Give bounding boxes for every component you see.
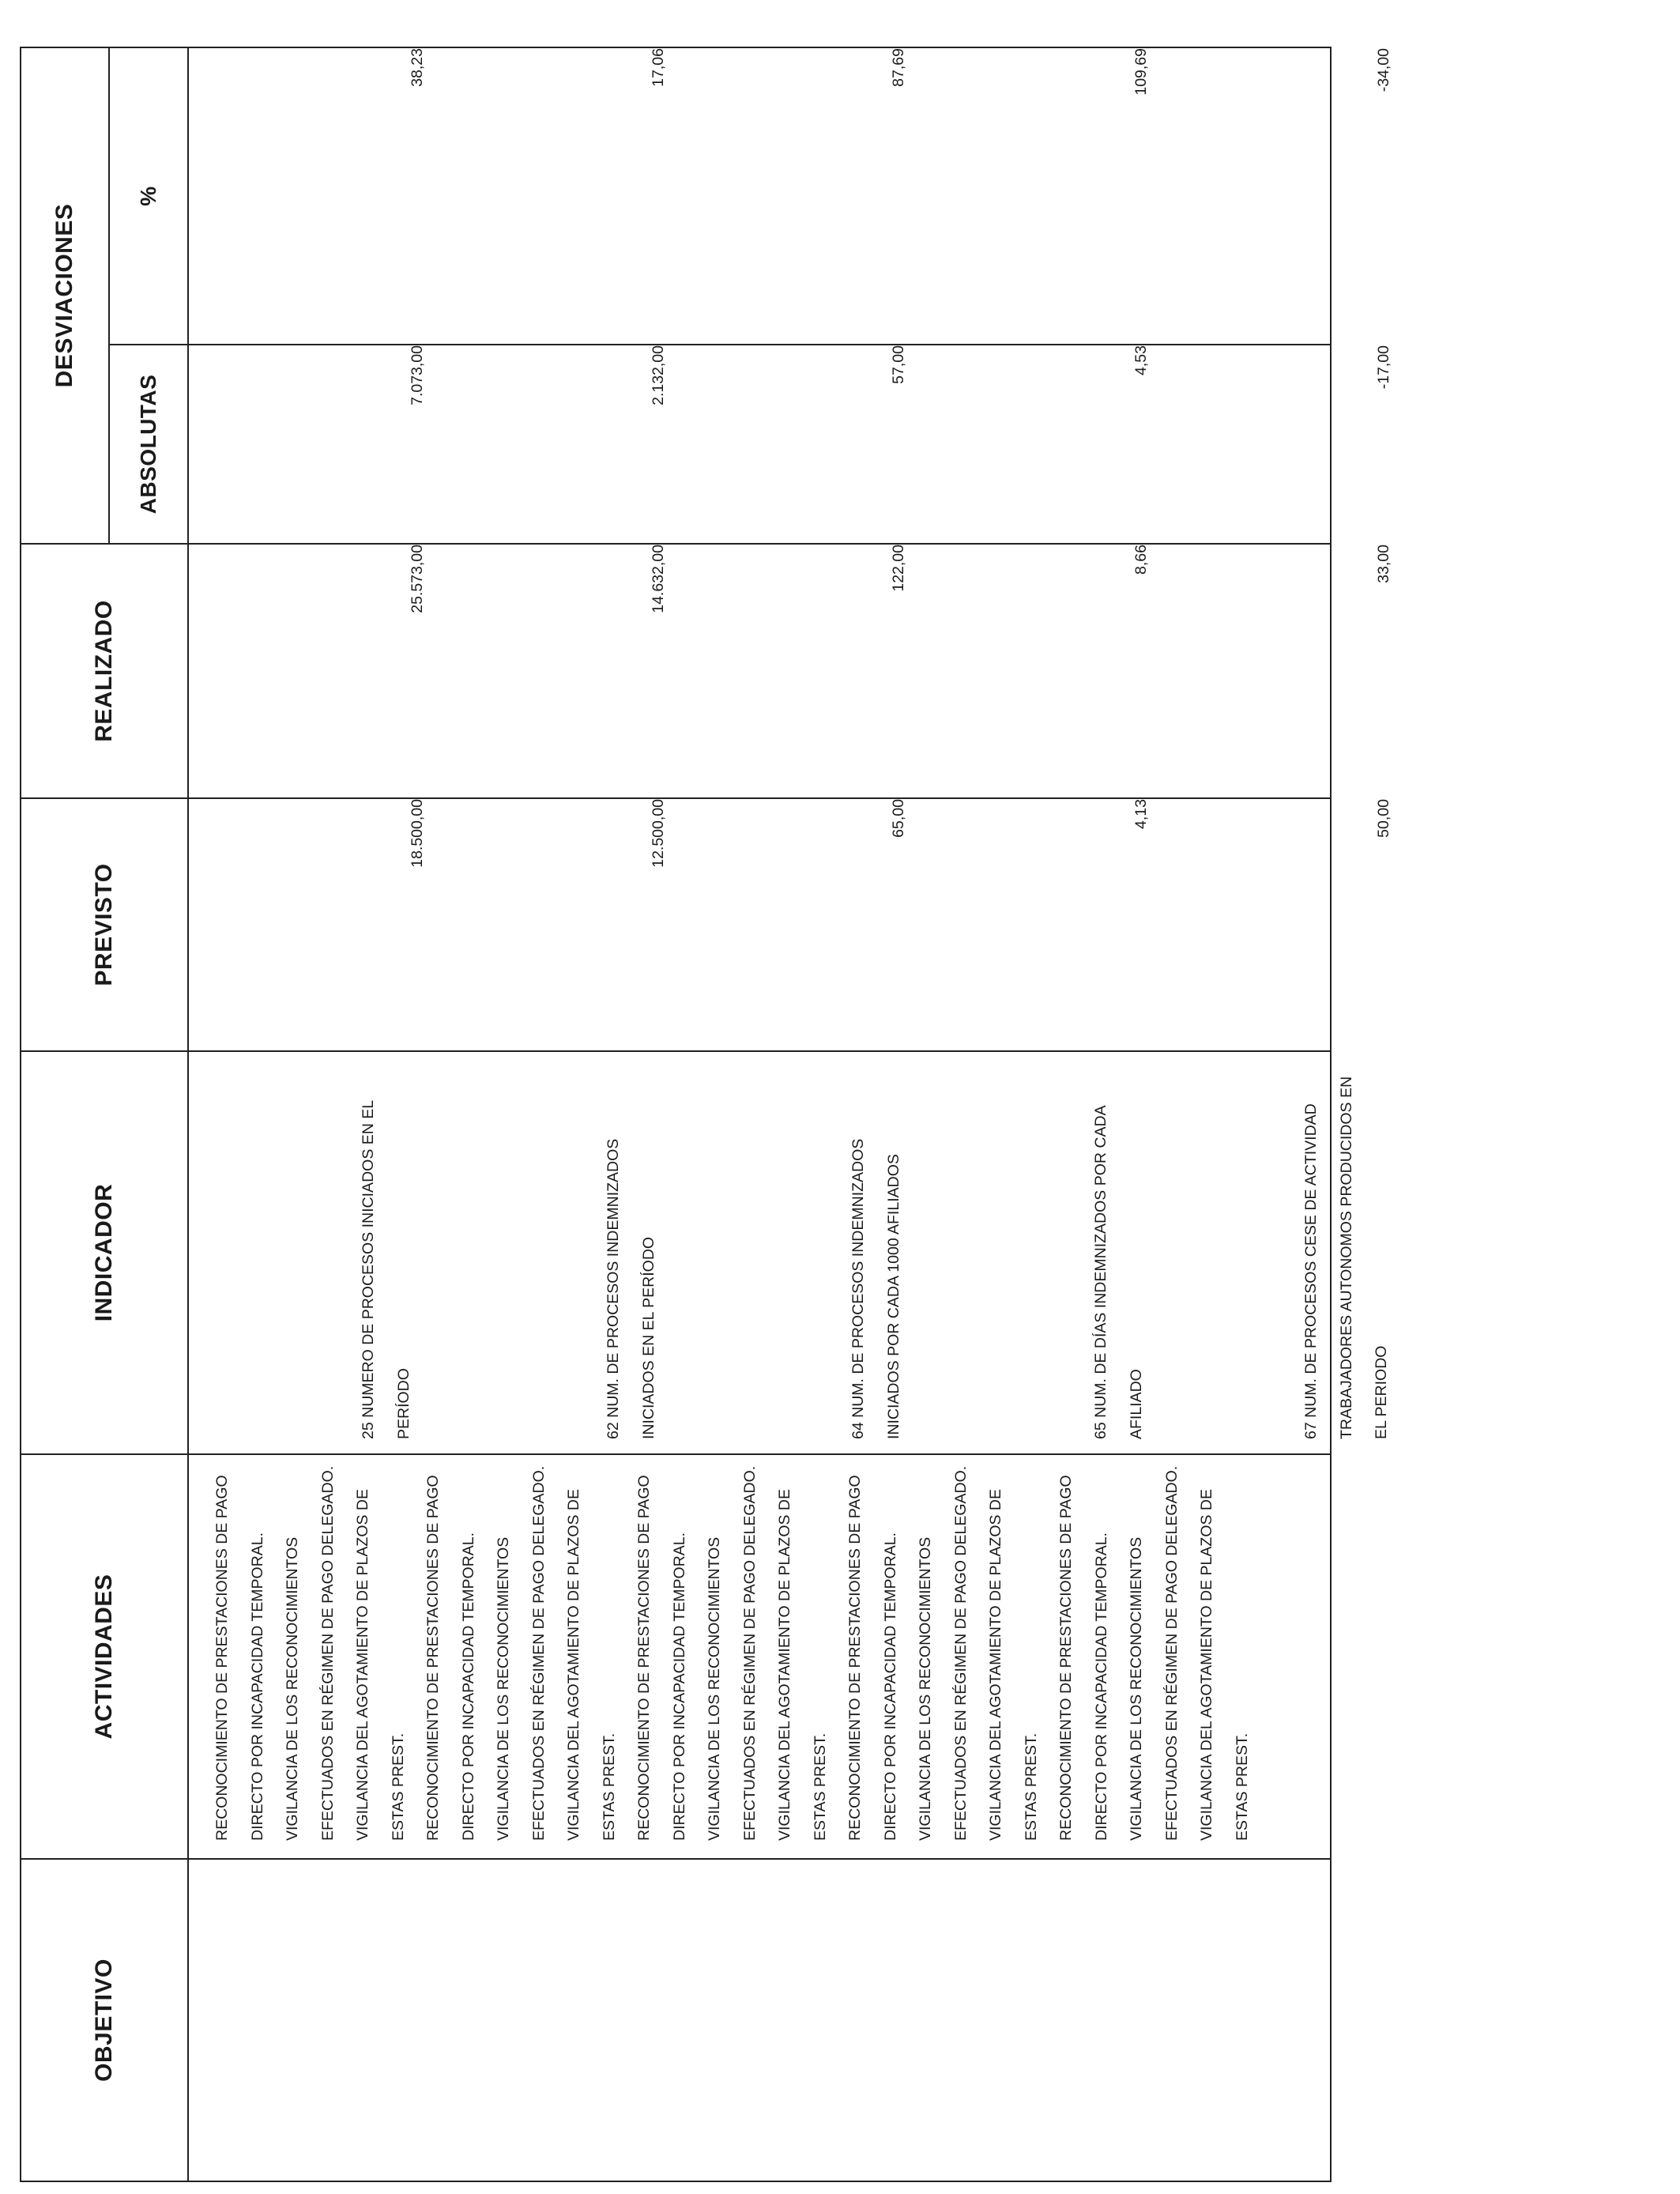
realizado-value: 33,00 — [1375, 545, 1392, 583]
porcentaje-value: 87,69 — [890, 48, 907, 87]
porcentaje-value: 38,23 — [409, 48, 426, 87]
header-previsto: PREVISTO — [21, 798, 188, 1051]
indicador-item: 67 NUM. DE PROCESOS CESE DE ACTIVIDAD TRABAJADORES AUTONOMOS PRODUCIDOS EN EL PERIODO — [1302, 1076, 1390, 1439]
previsto-value: 50,00 — [1375, 799, 1392, 838]
indicador-item: 65 NUM. DE DÍAS INDEMNIZADOS POR CADA AFILIADO — [1092, 1106, 1145, 1439]
realizado-value: 122,00 — [890, 545, 907, 592]
previsto-value: 12.500,00 — [650, 799, 667, 868]
actividad-block: RECONOCIMIENTO DE PRESTACIONES DE PAGO DIRECTO POR INCAPACIDAD TEMPORAL. VIGILANCIA DE LOS RECONOCIMIENTOS EFECTUADOS EN RÉGIMEN DE PAGO DELEGADO. VIGILANCIA DEL AGOTAMIENTO DE PLAZOS DE ESTAS PREST. — [635, 1465, 829, 1841]
porcentaje-value: 17,06 — [650, 48, 667, 87]
objetivo-cell — [188, 1859, 1331, 2181]
absolutas-value: 7.073,00 — [409, 345, 426, 405]
header-desviaciones: DESVIACIONES — [21, 47, 109, 544]
actividades-cell — [188, 1454, 1331, 1859]
actividad-block: RECONOCIMIENTO DE PRESTACIONES DE PAGO DIRECTO POR INCAPACIDAD TEMPORAL. VIGILANCIA DE LOS RECONOCIMIENTOS EFECTUADOS EN RÉGIMEN DE PAGO DELEGADO. VIGILANCIA DEL AGOTAMIENTO DE PLAZOS DE ESTAS PREST. — [213, 1465, 407, 1841]
body-row — [188, 47, 1331, 2181]
previsto-value: 65,00 — [890, 799, 907, 838]
previsto-cell — [188, 798, 1392, 1051]
indicador-item: 62 NUM. DE PROCESOS INDEMNIZADOS INICIADOS EN EL PERÍODO — [605, 1138, 657, 1439]
indicador-item: 25 NUMERO DE PROCESOS INICIADOS EN EL PERÍODO — [360, 1100, 412, 1439]
actividad-block: RECONOCIMIENTO DE PRESTACIONES DE PAGO DIRECTO POR INCAPACIDAD TEMPORAL. VIGILANCIA DE LOS RECONOCIMIENTOS EFECTUADOS EN RÉGIMEN DE PAGO DELEGADO. VIGILANCIA DEL AGOTAMIENTO DE PLAZOS DE ESTAS PREST. — [424, 1465, 618, 1841]
absolutas-value: 4,53 — [1132, 345, 1150, 375]
header-porcentaje: % — [109, 47, 188, 345]
absolutas-value: 57,00 — [890, 345, 907, 384]
objectives-table — [20, 47, 1392, 2182]
actividad-block: RECONOCIMIENTO DE PRESTACIONES DE PAGO DIRECTO POR INCAPACIDAD TEMPORAL. VIGILANCIA DE LOS RECONOCIMIENTOS EFECTUADOS EN RÉGIMEN DE PAGO DELEGADO. VIGILANCIA DEL AGOTAMIENTO DE PLAZOS DE ESTAS PREST. — [846, 1465, 1040, 1841]
actividad-block: RECONOCIMIENTO DE PRESTACIONES DE PAGO DIRECTO POR INCAPACIDAD TEMPORAL. VIGILANCIA DE LOS RECONOCIMIENTOS EFECTUADOS EN RÉGIMEN DE PAGO DELEGADO. VIGILANCIA DEL AGOTAMIENTO DE PLAZOS DE ESTAS PREST. — [1057, 1465, 1251, 1841]
realizado-cell — [188, 544, 1392, 798]
header-realizado: REALIZADO — [21, 544, 188, 798]
absolutas-cell — [188, 345, 1392, 544]
porcentaje-cell — [188, 47, 1392, 345]
header-actividades: ACTIVIDADES — [21, 1454, 188, 1859]
realizado-value: 25.573,00 — [409, 545, 426, 613]
absolutas-value: -17,00 — [1375, 345, 1392, 390]
header-objetivo: OBJETIVO — [21, 1859, 188, 2181]
previsto-value: 4,13 — [1132, 799, 1150, 829]
realizado-value: 14.632,00 — [650, 545, 667, 613]
indicador-cell — [188, 1051, 1390, 1454]
previsto-value: 18.500,00 — [409, 799, 426, 868]
realizado-value: 8,66 — [1132, 545, 1150, 575]
header-indicador: INDICADOR — [21, 1051, 188, 1454]
header-row — [21, 47, 109, 2181]
rotated-table-page — [20, 48, 1392, 2182]
header-absolutas: ABSOLUTAS — [109, 345, 188, 544]
porcentaje-value: 109,69 — [1132, 48, 1150, 96]
absolutas-value: 2.132,00 — [650, 345, 667, 405]
porcentaje-value: -34,00 — [1375, 48, 1392, 92]
indicador-item: 64 NUM. DE PROCESOS INDEMNIZADOS INICIADOS POR CADA 1000 AFILIADOS — [849, 1138, 902, 1439]
